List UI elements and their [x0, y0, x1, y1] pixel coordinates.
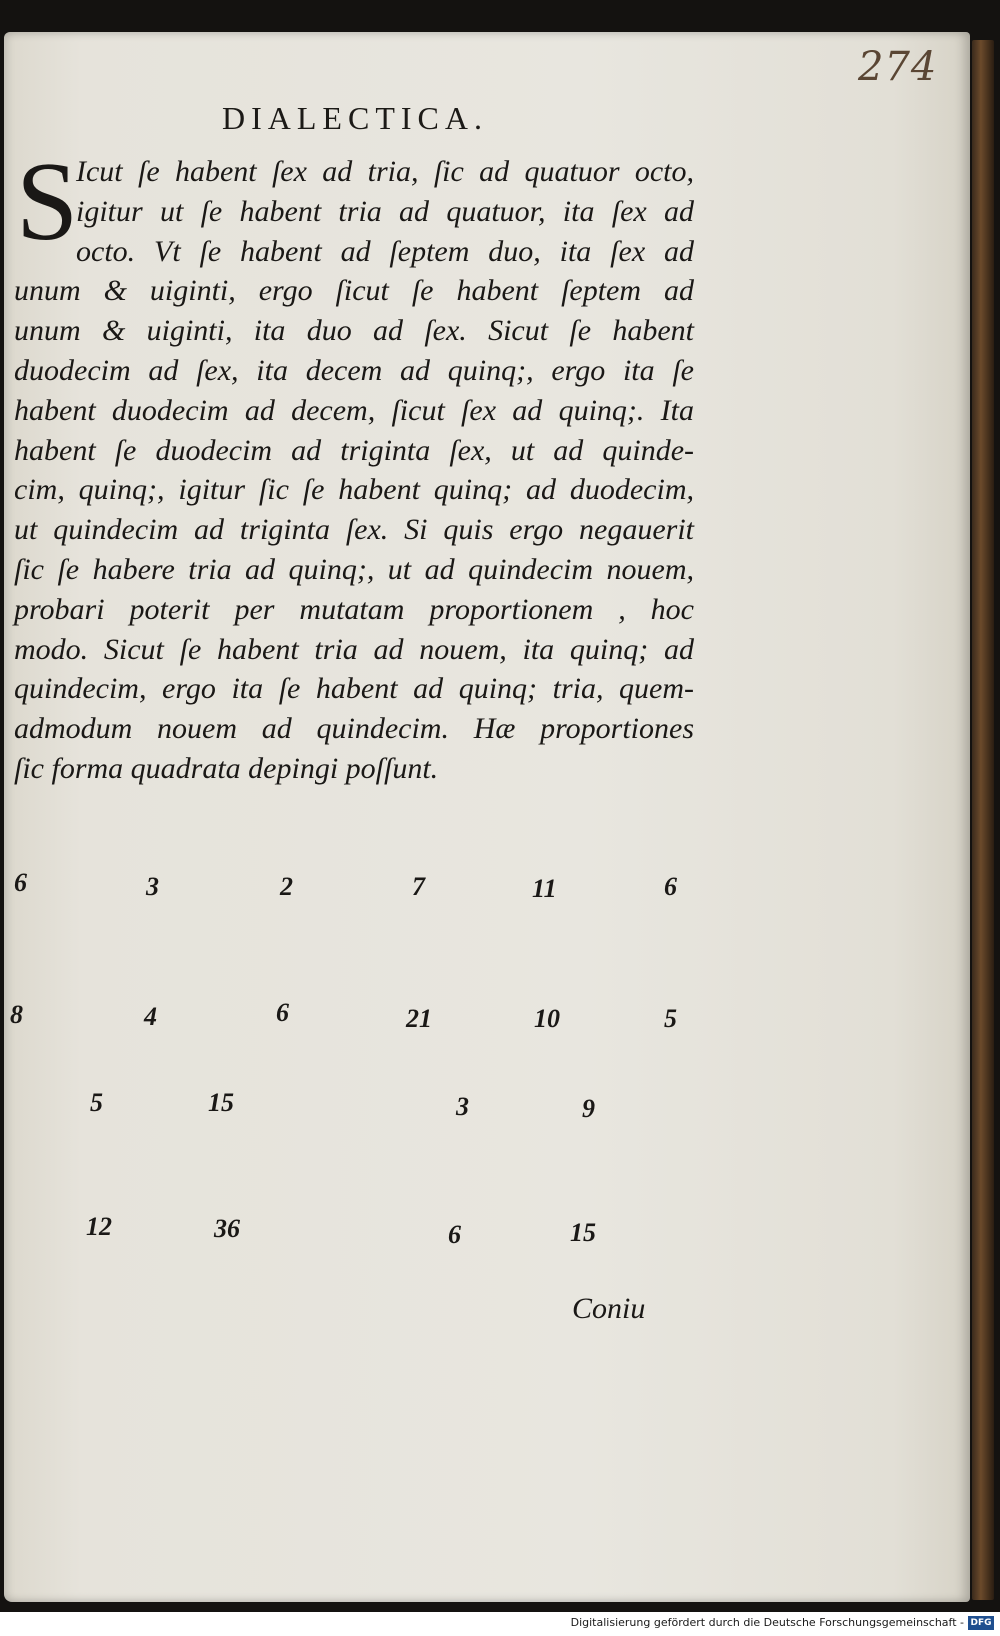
- text-line: ſic ſe habere tria ad quinq;, ut ad quindecim nouem,: [14, 552, 694, 586]
- grid-number: 10: [534, 1004, 560, 1033]
- grid-number: 5: [664, 1004, 677, 1033]
- folio-number: 274: [858, 44, 938, 90]
- running-head: DIALECTICA.: [222, 100, 488, 136]
- grid-number: 11: [532, 874, 557, 903]
- footer-bar: [0, 1612, 1000, 1636]
- grid-number: 12: [86, 1212, 112, 1241]
- grid-number: 6: [664, 872, 677, 901]
- grid-number: 15: [570, 1218, 596, 1247]
- grid-number: 7: [412, 872, 425, 901]
- text-line: quindecim, ergo ita ſe habent ad quinq; tria, quem-: [14, 672, 694, 706]
- book-edge: [972, 40, 994, 1600]
- text-line: ſic forma quadrata depingi poſſunt.: [14, 751, 439, 785]
- grid-number: 36: [214, 1214, 240, 1243]
- body-text: [14, 152, 694, 789]
- text-line: octo. Vt ſe habent ad ſeptem duo, ita ſex ad: [76, 234, 694, 268]
- grid-number: 8: [10, 1000, 23, 1029]
- grid-number: 21: [406, 1004, 432, 1033]
- text-line: habent duodecim ad decem, ſicut ſex ad quinq;. Ita: [14, 393, 694, 427]
- grid-number: 15: [208, 1088, 234, 1117]
- grid-number: 6: [276, 998, 289, 1027]
- text-line: ut quindecim ad triginta ſex. Si quis ergo negauerit: [14, 513, 694, 547]
- text-line: habent ſe duodecim ad triginta ſex, ut ad quinde-: [14, 433, 694, 467]
- grid-number: 6: [14, 868, 27, 897]
- text-line: unum & uiginti, ita duo ad ſex. Sicut ſe habent: [14, 314, 694, 348]
- grid-number: 5: [90, 1088, 103, 1117]
- grid-number: 2: [280, 872, 293, 901]
- text-line: igitur ut ſe habent tria ad quatuor, ita ſex ad: [76, 194, 694, 228]
- footer-credit: Digitalisierung gefördert durch die Deutsche Forschungsgemeinschaft -: [570, 1616, 964, 1629]
- grid-number: 3: [456, 1092, 469, 1121]
- grid-number: 9: [582, 1094, 595, 1123]
- dfg-logo-icon: DFG: [968, 1616, 994, 1630]
- text-line: modo. Sicut ſe habent tria ad nouem, ita quinq; ad: [14, 632, 694, 666]
- grid-number: 4: [144, 1002, 157, 1031]
- grid-number: 6: [448, 1220, 461, 1249]
- grid-number: 3: [146, 872, 159, 901]
- drop-cap: S: [16, 140, 79, 264]
- text-line: duodecim ad ſex, ita decem ad quinq;, ergo ita ſe: [14, 353, 694, 387]
- catchword: Coniu: [572, 1292, 646, 1325]
- text-line: Icut ſe habent ſex ad tria, ſic ad quatuor octo,: [76, 155, 694, 188]
- text-line: admodum nouem ad quindecim. Hæ proportiones: [14, 712, 694, 746]
- text-line: cim, quinq;, igitur ſic ſe habent quinq; ad duodecim,: [14, 473, 694, 507]
- text-line: probari poterit per mutatam proportionem , hoc: [14, 592, 694, 626]
- text-line: unum & uiginti, ergo ſicut ſe habent ſeptem ad: [14, 274, 694, 308]
